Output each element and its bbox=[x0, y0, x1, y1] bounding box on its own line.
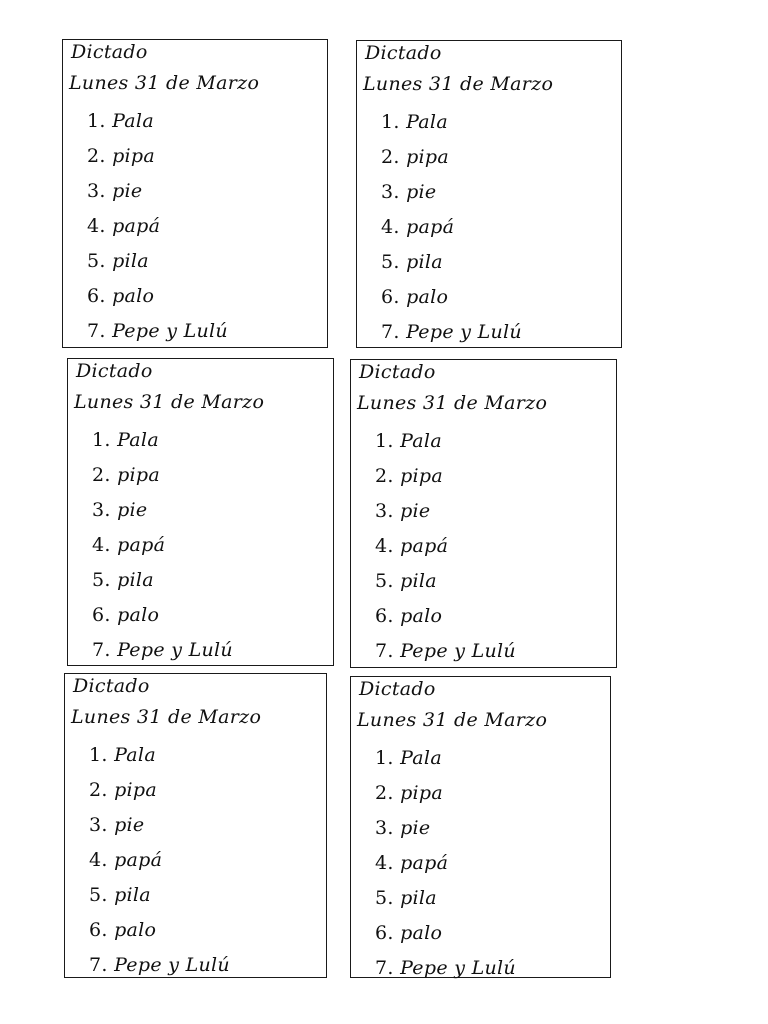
list-item bbox=[375, 564, 516, 599]
item-word: papá bbox=[114, 849, 163, 871]
item-word: pie bbox=[117, 499, 148, 521]
item-word: Pepe y Lulú bbox=[400, 957, 516, 979]
list-item bbox=[89, 843, 230, 878]
list-item bbox=[375, 459, 516, 494]
item-number: 4. bbox=[381, 216, 400, 238]
item-number: 3. bbox=[381, 181, 400, 203]
card-title: Dictado bbox=[359, 361, 436, 383]
dictation-card bbox=[67, 358, 334, 666]
item-word: Pala bbox=[400, 430, 442, 452]
item-word: pie bbox=[112, 180, 143, 202]
item-word: pipa bbox=[406, 146, 450, 168]
list-item bbox=[92, 598, 233, 633]
word-list bbox=[375, 424, 516, 669]
word-list bbox=[89, 738, 230, 983]
item-word: Pepe y Lulú bbox=[114, 954, 230, 976]
item-word: pipa bbox=[400, 465, 444, 487]
item-word: Pepe y Lulú bbox=[406, 321, 522, 343]
item-number: 4. bbox=[375, 535, 394, 557]
item-word: papá bbox=[400, 535, 449, 557]
card-date: Lunes 31 de Marzo bbox=[357, 392, 548, 414]
item-word: papá bbox=[112, 215, 161, 237]
item-word: pipa bbox=[114, 779, 158, 801]
list-item bbox=[92, 423, 233, 458]
list-item bbox=[92, 633, 233, 668]
item-number: 2. bbox=[375, 465, 394, 487]
list-item bbox=[381, 105, 522, 140]
list-item bbox=[375, 529, 516, 564]
item-number: 1. bbox=[89, 744, 108, 766]
item-word: papá bbox=[117, 534, 166, 556]
item-number: 2. bbox=[87, 145, 106, 167]
list-item bbox=[89, 948, 230, 983]
item-word: pipa bbox=[117, 464, 161, 486]
item-number: 6. bbox=[89, 919, 108, 941]
item-number: 3. bbox=[375, 817, 394, 839]
card-title: Dictado bbox=[359, 678, 436, 700]
list-item bbox=[92, 563, 233, 598]
card-date: Lunes 31 de Marzo bbox=[69, 72, 260, 94]
item-number: 7. bbox=[375, 640, 394, 662]
list-item bbox=[375, 881, 516, 916]
item-number: 1. bbox=[87, 110, 106, 132]
dictation-card bbox=[62, 39, 328, 348]
item-number: 4. bbox=[92, 534, 111, 556]
item-number: 1. bbox=[92, 429, 111, 451]
item-word: pila bbox=[114, 884, 151, 906]
word-list bbox=[87, 104, 228, 349]
dictation-card bbox=[356, 40, 622, 348]
dictation-card bbox=[350, 359, 617, 668]
item-word: pila bbox=[400, 887, 437, 909]
dictation-card bbox=[64, 673, 327, 978]
item-word: pila bbox=[117, 569, 154, 591]
item-number: 4. bbox=[89, 849, 108, 871]
item-number: 2. bbox=[375, 782, 394, 804]
item-number: 5. bbox=[89, 884, 108, 906]
list-item bbox=[92, 458, 233, 493]
list-item bbox=[87, 244, 228, 279]
item-number: 7. bbox=[87, 320, 106, 342]
item-word: palo bbox=[400, 922, 443, 944]
list-item bbox=[87, 174, 228, 209]
item-word: palo bbox=[117, 604, 160, 626]
card-title: Dictado bbox=[76, 360, 153, 382]
list-item bbox=[375, 424, 516, 459]
item-number: 6. bbox=[375, 922, 394, 944]
item-number: 5. bbox=[375, 887, 394, 909]
item-word: papá bbox=[406, 216, 455, 238]
list-item bbox=[381, 315, 522, 350]
list-item bbox=[375, 494, 516, 529]
list-item bbox=[375, 811, 516, 846]
item-number: 3. bbox=[89, 814, 108, 836]
list-item bbox=[375, 951, 516, 986]
item-word: Pala bbox=[117, 429, 159, 451]
item-number: 3. bbox=[375, 500, 394, 522]
item-word: Pala bbox=[114, 744, 156, 766]
item-number: 6. bbox=[381, 286, 400, 308]
list-item bbox=[375, 599, 516, 634]
list-item bbox=[87, 209, 228, 244]
list-item bbox=[87, 279, 228, 314]
list-item bbox=[375, 776, 516, 811]
list-item bbox=[381, 140, 522, 175]
item-word: palo bbox=[406, 286, 449, 308]
item-number: 4. bbox=[87, 215, 106, 237]
list-item bbox=[375, 916, 516, 951]
dictation-card bbox=[350, 676, 611, 978]
item-word: pie bbox=[406, 181, 437, 203]
card-date: Lunes 31 de Marzo bbox=[74, 391, 265, 413]
item-word: pipa bbox=[400, 782, 444, 804]
item-word: Pepe y Lulú bbox=[112, 320, 228, 342]
item-word: pie bbox=[400, 500, 431, 522]
item-word: palo bbox=[114, 919, 157, 941]
item-number: 1. bbox=[381, 111, 400, 133]
item-number: 5. bbox=[375, 570, 394, 592]
list-item bbox=[89, 913, 230, 948]
item-word: palo bbox=[400, 605, 443, 627]
item-word: papá bbox=[400, 852, 449, 874]
list-item bbox=[381, 280, 522, 315]
item-number: 5. bbox=[87, 250, 106, 272]
item-word: pie bbox=[400, 817, 431, 839]
item-word: pipa bbox=[112, 145, 156, 167]
list-item bbox=[87, 139, 228, 174]
card-title: Dictado bbox=[365, 42, 442, 64]
item-word: palo bbox=[112, 285, 155, 307]
item-word: Pepe y Lulú bbox=[117, 639, 233, 661]
item-number: 7. bbox=[89, 954, 108, 976]
list-item bbox=[92, 493, 233, 528]
list-item bbox=[89, 878, 230, 913]
word-list bbox=[92, 423, 233, 668]
item-word: Pepe y Lulú bbox=[400, 640, 516, 662]
item-number: 5. bbox=[92, 569, 111, 591]
item-word: Pala bbox=[112, 110, 154, 132]
item-number: 6. bbox=[92, 604, 111, 626]
item-word: pila bbox=[400, 570, 437, 592]
list-item bbox=[381, 175, 522, 210]
list-item bbox=[381, 245, 522, 280]
list-item bbox=[89, 773, 230, 808]
item-word: Pala bbox=[400, 747, 442, 769]
item-number: 2. bbox=[92, 464, 111, 486]
list-item bbox=[375, 846, 516, 881]
item-word: pila bbox=[406, 251, 443, 273]
item-number: 7. bbox=[381, 321, 400, 343]
item-number: 7. bbox=[375, 957, 394, 979]
list-item bbox=[87, 104, 228, 139]
card-date: Lunes 31 de Marzo bbox=[71, 706, 262, 728]
item-number: 3. bbox=[87, 180, 106, 202]
card-title: Dictado bbox=[71, 41, 148, 63]
word-list bbox=[381, 105, 522, 350]
card-date: Lunes 31 de Marzo bbox=[357, 709, 548, 731]
item-word: pila bbox=[112, 250, 149, 272]
card-date: Lunes 31 de Marzo bbox=[363, 73, 554, 95]
item-word: pie bbox=[114, 814, 145, 836]
item-number: 2. bbox=[89, 779, 108, 801]
item-word: Pala bbox=[406, 111, 448, 133]
item-number: 1. bbox=[375, 747, 394, 769]
item-number: 2. bbox=[381, 146, 400, 168]
list-item bbox=[375, 741, 516, 776]
item-number: 5. bbox=[381, 251, 400, 273]
list-item bbox=[375, 634, 516, 669]
list-item bbox=[381, 210, 522, 245]
item-number: 1. bbox=[375, 430, 394, 452]
list-item bbox=[87, 314, 228, 349]
list-item bbox=[92, 528, 233, 563]
list-item bbox=[89, 738, 230, 773]
item-number: 3. bbox=[92, 499, 111, 521]
card-title: Dictado bbox=[73, 675, 150, 697]
item-number: 6. bbox=[87, 285, 106, 307]
word-list bbox=[375, 741, 516, 986]
item-number: 6. bbox=[375, 605, 394, 627]
item-number: 7. bbox=[92, 639, 111, 661]
item-number: 4. bbox=[375, 852, 394, 874]
list-item bbox=[89, 808, 230, 843]
